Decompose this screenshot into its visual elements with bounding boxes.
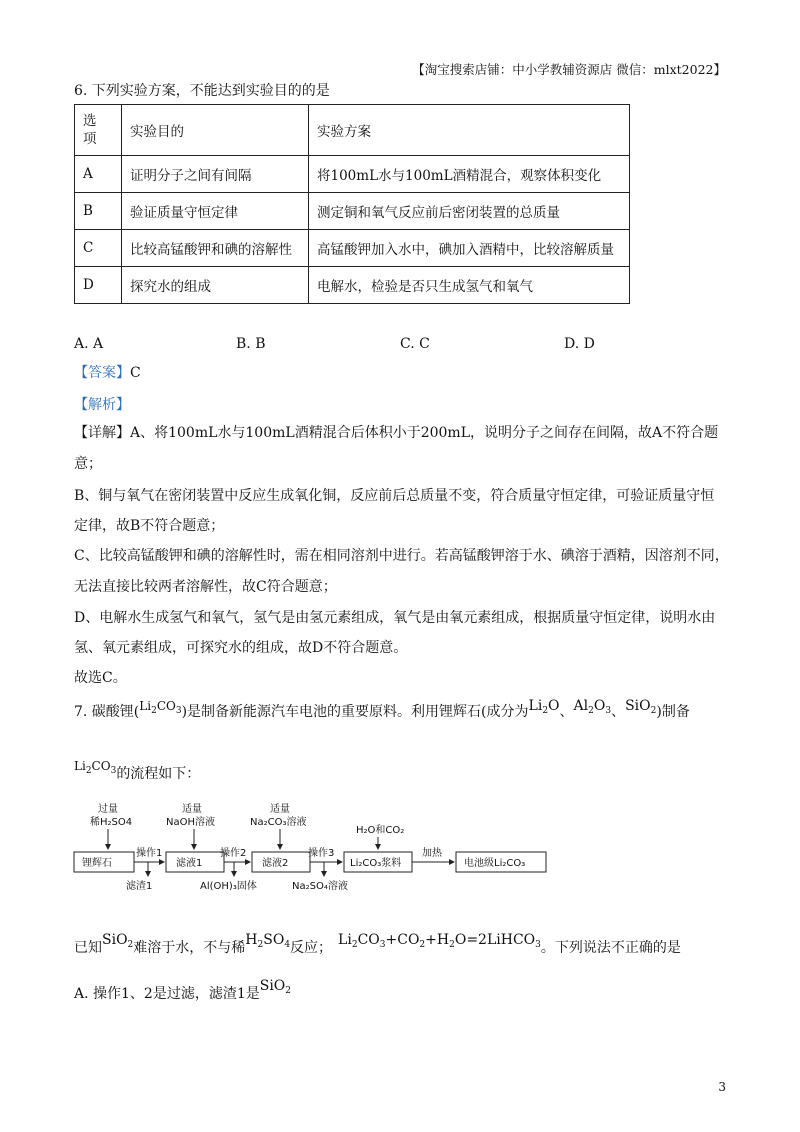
known-part: 难溶于水，不与稀 [133, 940, 246, 956]
header-purpose: 实验目的 [122, 105, 309, 156]
flow-box: 滤液1 [176, 858, 203, 869]
formula-sio2: SiO$_2$ [102, 932, 134, 950]
reagent-label: 适量 [270, 804, 290, 815]
header-option: 选 项 [75, 105, 122, 156]
answer-tag: 【答案】 [74, 365, 130, 381]
detail-line: 定律，故B不符合题意； [74, 518, 225, 534]
known-part: 。下列说法不正确的是 [540, 940, 681, 956]
flow-box: 滤液2 [262, 858, 289, 869]
option-a[interactable]: A. A [74, 336, 104, 352]
row-purpose: 比较高锰酸钾和碘的溶解性 [122, 230, 309, 267]
question-6-stem: 6. 下列实验方案，不能达到实验目的的是 [74, 83, 330, 99]
stem-part: 7. 碳酸锂( [74, 704, 140, 720]
product-label: Al(OH)₃固体 [200, 881, 257, 892]
formula-al2o3: $Al_2O_3$ [573, 698, 612, 716]
detail-line: 【详解】A、将100mL水与100mL酒精混合后体积小于200mL，说明分子之间存在间隔，故A不符合题 [74, 425, 719, 441]
formula-h2so4: $H_2SO_4$ [245, 932, 291, 950]
row-option: C [75, 230, 122, 267]
row-plan: 测定铜和氧气反应前后密闭装置的总质量 [309, 193, 630, 230]
table-row [75, 193, 630, 230]
table-row [75, 230, 630, 267]
stem-part: )制备 [656, 704, 690, 720]
row-plan: 将100mL水与100mL酒精混合，观察体积变化 [309, 156, 630, 193]
detail-line: 意； [74, 456, 102, 472]
known-condition-line [74, 932, 681, 963]
row-option: A [75, 156, 122, 193]
reagent-label: 适量 [182, 804, 202, 815]
detail-line: C、比较高锰酸钾和碘的溶解性时，需在相同溶剂中进行。若高锰酸钾溶于水、碘溶于酒精，因溶剂不同， [74, 548, 729, 564]
row-plan: 高锰酸钾加入水中，碘加入酒精中，比较溶解质量 [309, 230, 630, 267]
known-part: 反应； [290, 940, 333, 956]
separator: 、 [611, 704, 626, 720]
header-note: 【淘宝搜索店铺：中小学教辅资源店 微信：mlxt2022】 [412, 62, 726, 77]
table-header-row [75, 105, 630, 156]
row-purpose: 验证质量守恒定律 [122, 193, 309, 230]
process-flow-diagram [70, 800, 550, 892]
flow-box: 锂辉石 [82, 858, 112, 869]
page-number: 3 [718, 1080, 726, 1094]
table-row [75, 267, 630, 304]
formula-sio2: SiO$_2$ [625, 698, 657, 716]
reagent-label: Na₂CO₃溶液 [250, 817, 307, 828]
equation-li2co3-co2-h2o: $Li_2CO_3+CO_2+H_2O=2LiHCO_3$ [338, 932, 541, 950]
detail-line: 故选C。 [74, 670, 127, 686]
operation-label: 操作2 [220, 848, 247, 859]
row-purpose: 证明分子之间有间隔 [122, 156, 309, 193]
detail-line: 氢、氧元素组成，可探究水的组成，故D不符合题意。 [74, 640, 408, 656]
question-7-stem [74, 698, 690, 727]
operation-label: 操作1 [136, 848, 163, 859]
row-purpose: 探究水的组成 [122, 267, 309, 304]
option-text: A. 操作1、2是过滤，滤渣1是 [74, 986, 260, 1002]
row-plan: 电解水，检验是否只生成氢气和氧气 [309, 267, 630, 304]
answer-line [74, 363, 141, 383]
option-c[interactable]: C. C [400, 336, 430, 352]
formula-li2co3: $Li_2CO_3$ [139, 699, 182, 716]
row-option: D [75, 267, 122, 304]
table-row [75, 156, 630, 193]
stem-part: 的流程如下： [116, 766, 201, 782]
detail-line: B、铜与氧气在密闭装置中反应生成氧化铜，反应前后总质量不变，符合质量守恒定律，可验证质量守恒 [74, 488, 715, 504]
question-7-option-a[interactable] [74, 978, 292, 1009]
flow-box: Li₂CO₃浆料 [350, 858, 402, 869]
option-b[interactable]: B. B [236, 336, 266, 352]
formula-li2o: $Li_2O$ [528, 698, 560, 716]
reagent-label: H₂O和CO₂ [356, 825, 405, 836]
operation-label: 加热 [422, 848, 442, 859]
option-d[interactable]: D. D [564, 336, 595, 352]
product-label: Na₂SO₄溶液 [292, 881, 348, 892]
header-plan: 实验方案 [309, 105, 630, 156]
detail-line: 无法直接比较两者溶解性，故C符合题意； [74, 579, 337, 595]
operation-label: 操作3 [308, 848, 335, 859]
reagent-label: NaOH溶液 [166, 817, 215, 828]
answer-value: C [130, 365, 141, 381]
known-part: 已知 [74, 940, 102, 956]
analysis-tag: 【解析】 [74, 397, 130, 413]
separator: 、 [559, 704, 574, 720]
flow-box: 电池级Li₂CO₃ [464, 858, 526, 869]
stem-part: )是制备新能源汽车电池的重要原料。利用锂辉石(成分为 [181, 704, 529, 720]
reagent-label: 稀H₂SO4 [90, 817, 133, 828]
row-option: B [75, 193, 122, 230]
detail-line: D、电解水生成氢气和氧气，氢气是由氢元素组成，氧气是由氧元素组成，根据质量守恒定律，说明水由 [74, 610, 716, 626]
question-7-stem-line2 [74, 759, 201, 789]
formula-sio2: SiO$_2$ [259, 978, 292, 996]
reagent-label: 过量 [98, 804, 118, 815]
experiment-table [74, 104, 630, 304]
product-label: 滤渣1 [126, 881, 153, 892]
formula-li2co3: $Li_2CO_3$ [74, 759, 117, 776]
